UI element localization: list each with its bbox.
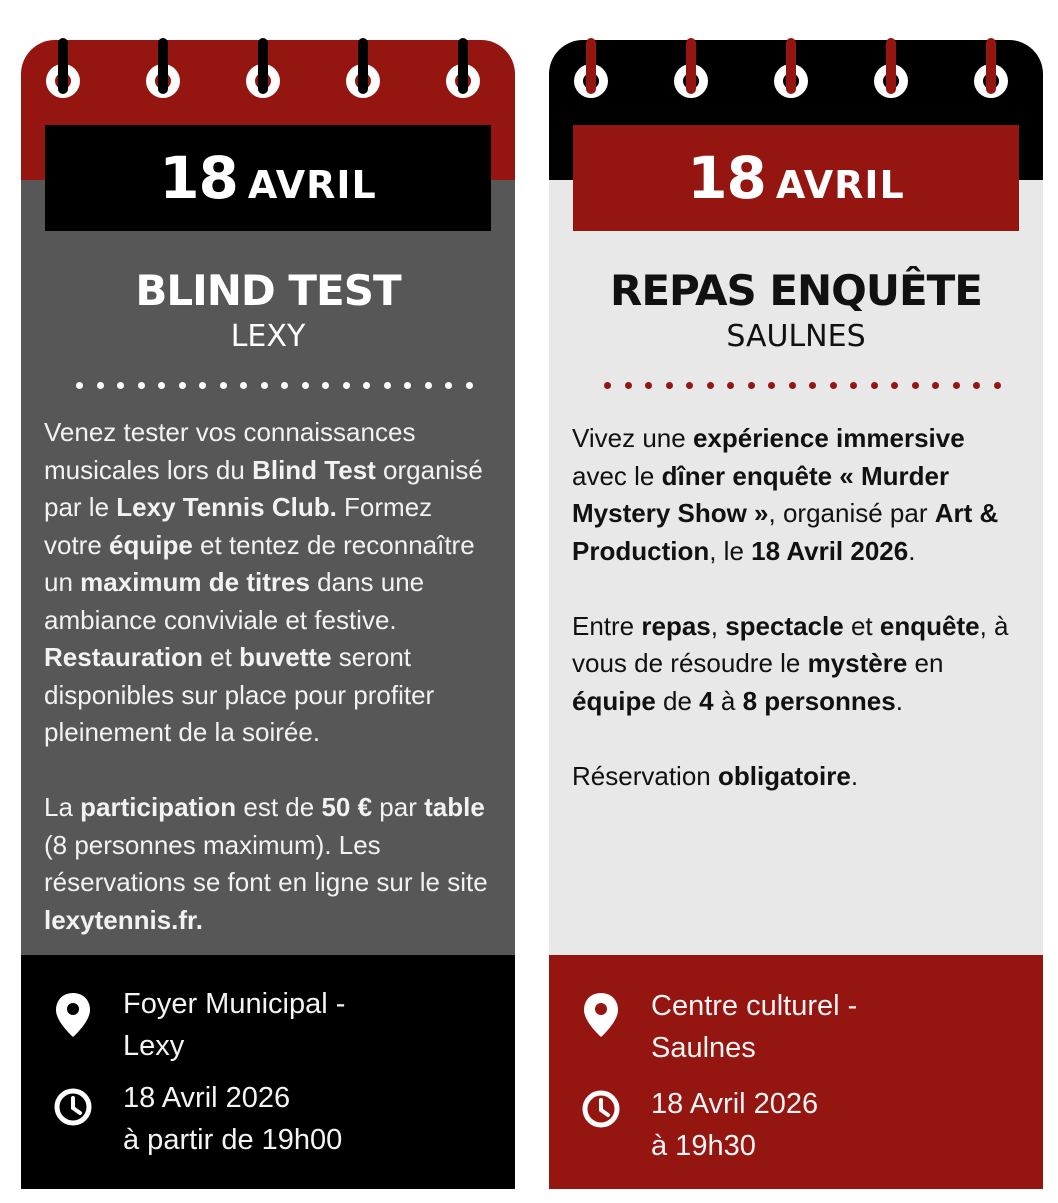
event-title: REPAS ENQUÊTE [609, 266, 982, 315]
dotted-divider [604, 382, 994, 390]
emphasis-text: Restauration [44, 642, 203, 672]
location-line-1: Foyer Municipal - [123, 988, 346, 1020]
body-text: et [202, 642, 240, 672]
emphasis-text: buvette [239, 642, 332, 672]
binder-ring [574, 64, 608, 98]
binder-ring [774, 64, 808, 98]
time-line-1: 18 Avril 2026 [123, 1082, 291, 1114]
date-day: 18 [687, 144, 766, 212]
emphasis-text: Lexy Tennis Club. [116, 492, 337, 522]
emphasis-text: lexytennis.fr. [44, 904, 203, 935]
emphasis-text: 50 € [321, 792, 373, 822]
description-paragraph [572, 420, 1022, 570]
body-text: et [843, 610, 880, 641]
binder-ring [246, 64, 280, 98]
map-pin-icon [53, 991, 93, 1039]
binder-ring [346, 64, 380, 98]
date-banner [573, 125, 1019, 231]
binder-ring [46, 64, 80, 98]
time-line-1: 18 Avril 2026 [651, 1088, 819, 1120]
body-text: , à vous de résoudre le [572, 610, 1009, 678]
description-paragraph [572, 758, 1022, 796]
binder-ring [146, 64, 180, 98]
event-location-subtitle: LEXY [230, 319, 306, 354]
body-text: à [713, 685, 743, 716]
binder-ring [446, 64, 480, 98]
event-card-repas-enquete [549, 40, 1043, 1189]
location-line-1: Centre culturel - [651, 990, 858, 1022]
body-text: Formez votre [44, 492, 433, 560]
event-title: BLIND TEST [135, 266, 401, 315]
body-text: Venez tester vos connaissances musicales lors du [44, 417, 416, 485]
time-line-2: à partir de 19h00 [123, 1124, 343, 1156]
body-text: Réservation [572, 760, 718, 791]
body-text: , [710, 610, 726, 641]
body-text: Vivez une [572, 423, 693, 453]
body-text: . [908, 535, 916, 566]
body-text: , le [709, 535, 752, 566]
location-line-2: Lexy [123, 1030, 185, 1062]
emphasis-text: dîner enquête « Murder Mystery Show » [572, 460, 950, 528]
event-location-subtitle: SAULNES [726, 319, 866, 354]
body-text: et tentez de reconnaître un [44, 529, 475, 597]
event-card-blind-test [21, 40, 515, 1189]
binder-ring [974, 64, 1008, 98]
clock-icon [53, 1087, 93, 1135]
emphasis-text: Blind Test [252, 454, 376, 485]
body-text: organisé par le [44, 454, 483, 522]
time-text [123, 1077, 342, 1161]
body-text: . [850, 760, 859, 791]
body-text: Entre [572, 610, 642, 641]
time-line-2: à 19h30 [651, 1130, 756, 1162]
body-text: en [907, 648, 944, 678]
emphasis-text: équipe [109, 529, 193, 560]
body-text: La [44, 792, 81, 822]
body-text: . [895, 685, 903, 716]
time-text [651, 1083, 818, 1167]
emphasis-text: 8 personnes [742, 685, 896, 716]
emphasis-text: table [424, 792, 485, 822]
description-paragraph [572, 608, 1022, 721]
body-text: de [655, 685, 700, 716]
binder-ring [674, 64, 708, 98]
event-description [44, 414, 494, 977]
body-text: avec le [572, 460, 662, 491]
emphasis-text: spectacle [725, 610, 844, 641]
description-paragraph [44, 789, 494, 939]
emphasis-text: repas [641, 610, 711, 641]
body-text: (8 personnes maximum). Les réservations se font en ligne sur le site [44, 829, 488, 897]
body-text: est de [236, 792, 322, 822]
body-text: , organisé par [768, 498, 935, 528]
emphasis-text: 18 Avril 2026 [751, 535, 909, 566]
dotted-divider [76, 382, 466, 390]
emphasis-text: participation [80, 792, 237, 822]
location-text [651, 985, 857, 1069]
event-description [572, 420, 1022, 833]
emphasis-text: obligatoire [717, 760, 851, 791]
emphasis-text: Art & Production [572, 498, 999, 566]
emphasis-text: expérience immersive [692, 423, 965, 453]
emphasis-text: mystère [807, 648, 908, 678]
binder-ring [874, 64, 908, 98]
map-pin-icon [581, 991, 621, 1039]
body-text: seront disponibles sur place pour profiter pleinement de la soirée. [44, 642, 435, 747]
location-line-2: Saulnes [651, 1032, 756, 1064]
emphasis-text: 4 [699, 685, 714, 716]
date-month: AVRIL [247, 163, 377, 207]
emphasis-text: maximum de titres [80, 567, 310, 597]
emphasis-text: équipe [572, 685, 656, 716]
body-text: par [372, 792, 425, 822]
clock-icon [581, 1089, 621, 1137]
emphasis-text: enquête [879, 610, 980, 641]
date-day: 18 [159, 144, 238, 212]
location-text [123, 983, 345, 1067]
body-text: dans une ambiance conviviale et festive. [44, 567, 425, 635]
date-month: AVRIL [775, 163, 905, 207]
date-banner [45, 125, 491, 231]
description-paragraph [44, 414, 494, 752]
